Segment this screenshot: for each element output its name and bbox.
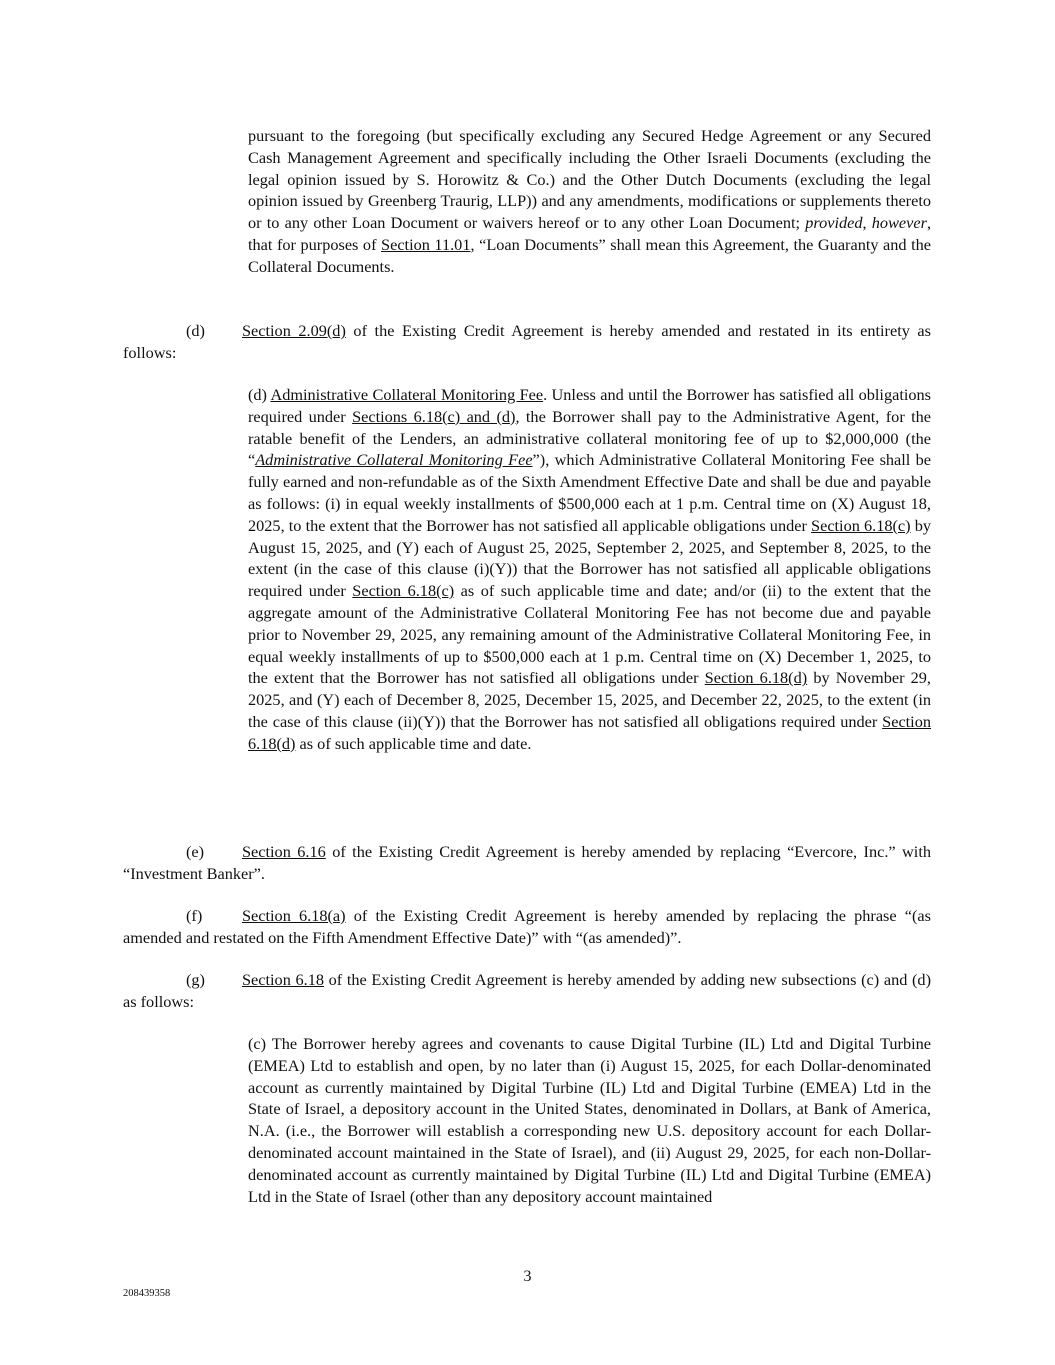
paragraph-text: of the Existing Credit Agreement is hereby amended by adding new subsections (c) and (d) as follows: bbox=[123, 970, 931, 1011]
italic-term: however bbox=[871, 213, 927, 233]
paragraph-g bbox=[123, 969, 931, 1013]
paragraph-label: (f) bbox=[186, 906, 203, 925]
text-run: (c) The Borrower hereby agrees and covenants to cause Digital Turbine (IL) Ltd and Digital Turbine (EMEA) Ltd to establish and open, by no later than (i) August 15, 2025, for each Dollar-denominated account as currently maintained by Digital Turbine (IL) Ltd and Digital Turbine (EMEA) Ltd in the State of Israel, a depository account in the United States, denominated in Dollars, at Bank of America, N.A. (i.e., the Borrower will establish a corresponding new U.S. depository account for each Dollar-denominated account maintained in the State of Israel), and (ii) August 29, 2025, for each non-Dollar-denominated account as currently maintained by Digital Turbine (IL) Ltd and Digital Turbine (EMEA) Ltd in the State of Israel (other than any depository account maintained bbox=[248, 1034, 931, 1206]
defined-term: Administrative Collateral Monitoring Fee bbox=[255, 450, 533, 470]
section-heading: Administrative Collateral Monitoring Fee bbox=[270, 385, 544, 404]
paragraph-label: (g) bbox=[186, 970, 205, 989]
subsection-c-block bbox=[248, 1033, 931, 1207]
section-reference: Section 6.18(a) bbox=[242, 906, 346, 925]
section-reference: Section 6.18(d) bbox=[248, 711, 931, 753]
administrative-fee-block bbox=[248, 384, 931, 755]
italic-term: provided bbox=[805, 213, 863, 233]
paragraph-f bbox=[123, 905, 931, 949]
page-number: 3 bbox=[523, 1266, 532, 1285]
section-reference: Section 6.18(d) bbox=[704, 668, 808, 688]
text-run: , that for purposes of bbox=[248, 213, 932, 254]
continued-definition-block bbox=[248, 125, 931, 278]
text-run: pursuant to the foregoing (but specifically excluding any Secured Hedge Agreement or any Secured Cash Management Agreement and specifically including the Other Israeli Documents (excluding the legal opinion issued by S. Horowitz & Co.) and the Other Dutch Documents (excluding the legal opinion issued by Greenberg Traurig, LLP)) and any amendments, modifications or supplements thereto or to any other Loan Document or waivers hereof or to any other Loan Document; bbox=[248, 126, 931, 233]
text-run: . Unless and until the Borrower has satisfied all obligations required under bbox=[248, 385, 931, 426]
paragraph-d bbox=[123, 320, 931, 364]
paragraph-label: (d) bbox=[186, 321, 205, 340]
section-reference: Sections 6.18(c) and (d) bbox=[352, 406, 516, 426]
text-run: , “Loan Documents” shall mean this Agreement, the Guaranty and the Collateral Documents. bbox=[248, 234, 932, 276]
section-reference: Section 6.18(c) bbox=[811, 515, 911, 535]
text-run: by August 15, 2025, and (Y) each of August 25, 2025, September 2, 2025, and September 8, 2025, to the extent (in the case of this clause (i)(Y)) that the Borrower has not satisfied all applicable obligations required under bbox=[248, 515, 932, 601]
text-run: , the Borrower shall pay to the Administrative Agent, for the ratable benefit of the Lenders, an administrative collateral monitoring fee of up to $2,000,000 (the “ bbox=[248, 406, 932, 470]
text-run: , bbox=[862, 213, 872, 233]
section-reference: Section 11.01 bbox=[381, 234, 471, 254]
text-run: as of such applicable time and date; and/or (ii) to the extent that the aggregate amount of the Administrative Collateral Monitoring Fee has not become due and payable prior to November 29, 2025, any remaining amount of the Administrative Collateral Monitoring Fee, in equal weekly installments of up to $500,000 each at 1 p.m. Central time on (X) December 1, 2025, to the extent that the Borrower has not satisfied all obligations under bbox=[248, 581, 932, 688]
paragraph-text: of the Existing Credit Agreement is hereby amended by replacing “Evercore, Inc.” with “Investment Banker”. bbox=[123, 842, 931, 883]
text-run: ”), which Administrative Collateral Monitoring Fee shall be fully earned and non-refundable as of the Sixth Amendment Effective Date and shall be due and payable as follows: (i) in equal weekly installments of $500,000 each at 1 p.m. Central time on (X) August 18, 2025, to the extent that the Borrower has not satisfied all applicable obligations under bbox=[248, 450, 931, 535]
text-run: as of such applicable time and date. bbox=[295, 733, 532, 753]
text-run: by November 29, 2025, and (Y) each of December 8, 2025, December 15, 2025, and December 22, 2025, to the extent (in the case of this clause (ii)(Y)) that the Borrower has not satisfied all obligations required under bbox=[248, 668, 932, 731]
section-reference: Section 2.09(d) bbox=[242, 321, 346, 340]
paragraph-label: (e) bbox=[186, 842, 205, 861]
section-reference: Section 6.16 bbox=[242, 842, 326, 861]
text-run: (d) bbox=[248, 385, 271, 404]
paragraph-e bbox=[123, 841, 931, 885]
section-reference: Section 6.18(c) bbox=[352, 581, 455, 601]
document-id: 208439358 bbox=[123, 1288, 171, 1299]
paragraph-text: of the Existing Credit Agreement is hereby amended by replacing the phrase “(as amended and restated on the Fifth Amendment Effective Date)” with “(as amended)”. bbox=[123, 906, 931, 947]
paragraph-text: of the Existing Credit Agreement is hereby amended and restated in its entirety as follows: bbox=[123, 321, 931, 362]
section-reference: Section 6.18 bbox=[242, 970, 324, 989]
